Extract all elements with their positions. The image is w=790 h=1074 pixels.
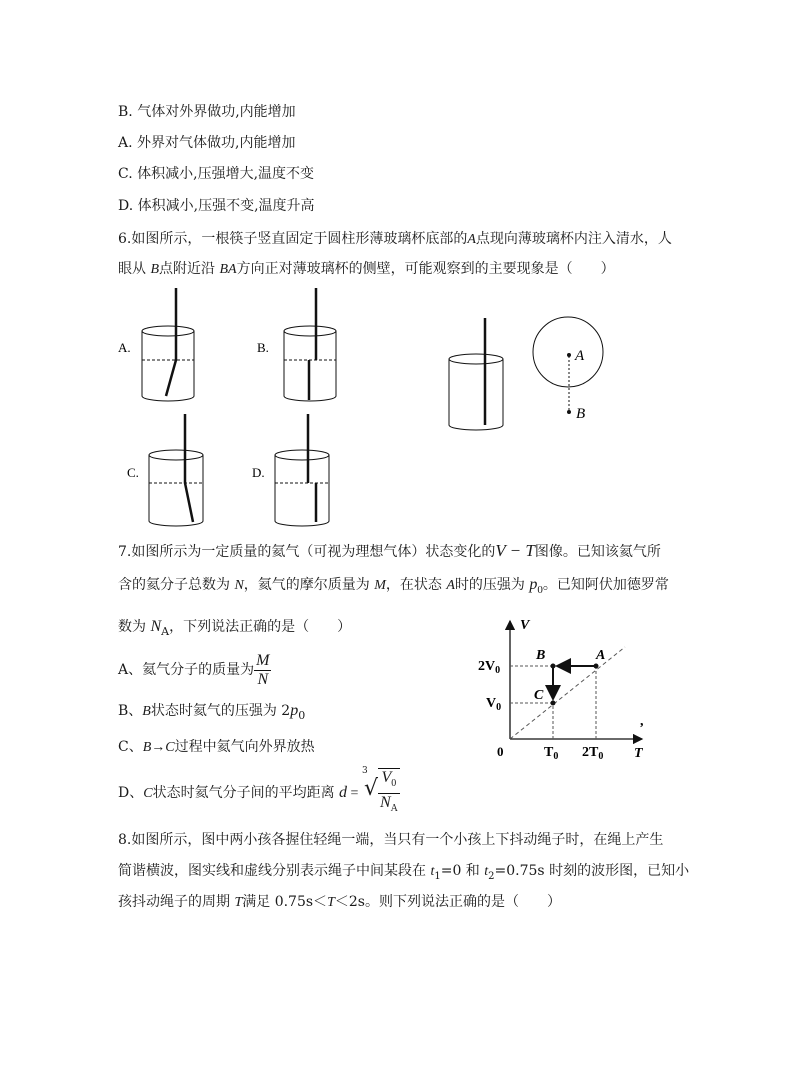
x-tick-t0: $T_0$	[544, 745, 559, 762]
q6-stem-line2: 眼从 B点附近沿 BA方向正对薄玻璃杯的侧壁，可能观察到的主要现象是（ ）	[118, 261, 615, 277]
cup-option-b	[284, 288, 336, 401]
point-a-dot	[567, 353, 571, 357]
q5-option-d: D. 体积减小,压强不变,温度升高	[118, 198, 315, 214]
x-tick-2t0: $2T_0$	[582, 745, 604, 762]
q8-stem-line3: 孩抖动绳子的周期 T满足 0.75s＜T＜2s。则下列说法正确的是（ ）	[118, 894, 561, 910]
q6-label-d: D.	[252, 465, 265, 480]
q6-label-c: C.	[127, 465, 139, 480]
q7-stem-line2: 含的氦分子总数为 N，氦气的摩尔质量为 M，在状态 A时的压强为 $p_0$。已知阿伏加德罗常	[118, 576, 669, 596]
q5-option-b: B. 气体对外界做功,内能增加	[118, 104, 296, 120]
point-b-dot	[567, 410, 571, 414]
q7-option-d: D、C状态时氦气分子间的平均距离 d = 3 √ $\frac{V_0}{N_A}$	[118, 768, 400, 816]
q8-stem-line2: 简谐横波，图实线和虚线分别表示绳子中间某段在 $t_1=0$ 和 $t_2=0.75s$ 时刻的波形图，已知小	[118, 863, 690, 882]
y-tick-2v0: $2V_0$	[478, 659, 501, 676]
x-axis-label: T	[634, 746, 643, 761]
top-view	[533, 317, 603, 412]
y-axis-label: V	[520, 618, 530, 633]
fraction-m-over-n: $\frac{M}{N}$	[256, 651, 270, 688]
q7-option-a: A、氦气分子的质量为 $\frac{M}{N}$	[118, 651, 270, 688]
q5-option-a: A. 外界对气体做功,内能增加	[118, 135, 296, 151]
isobar-line	[510, 647, 625, 739]
q6-label-a: A.	[118, 340, 131, 355]
cup-option-d	[275, 414, 329, 526]
point-b-label: B	[576, 406, 586, 422]
origin-label: 0	[497, 744, 504, 759]
q7-stem-line3: 数为 $N_A$，下列说法正确的是（ ）	[118, 618, 352, 638]
cup-option-c	[149, 414, 203, 526]
graph-comma: ,	[640, 714, 644, 729]
point-c-graph: C	[534, 688, 544, 703]
point-a-label: A	[575, 348, 585, 364]
q6-stem-line1: 6.如图所示，一根筷子竖直固定于圆柱形薄玻璃杯底部的A点现向薄玻璃杯内注入清水，人	[118, 231, 672, 247]
point-b-graph: B	[536, 648, 546, 663]
q7-option-b: B、B状态时氦气的压强为 $2p_0$	[118, 702, 306, 722]
q7-option-c: C、B→C过程中氦气向外界放热	[118, 739, 315, 755]
vt-graph	[470, 615, 670, 765]
y-tick-v0: $V_0$	[486, 696, 502, 713]
q8-stem-line1: 8.如图所示，图中两小孩各握住轻绳一端，当只有一个小孩上下抖动绳子时，在绳上产生	[118, 832, 664, 848]
q6-label-b: B.	[257, 340, 269, 355]
cube-root: 3 √ $\frac{V_0}{N_A}$	[362, 768, 400, 818]
q5-option-c: C. 体积减小,压强增大,温度不变	[118, 166, 315, 182]
cup-option-a	[142, 288, 194, 401]
reference-cup	[449, 318, 503, 430]
q7-stem-line1: 7.如图所示为一定质量的氦气（可视为理想气体）状态变化的V − T图像。已知该氦气所	[118, 541, 661, 560]
point-a-graph: A	[596, 648, 606, 663]
